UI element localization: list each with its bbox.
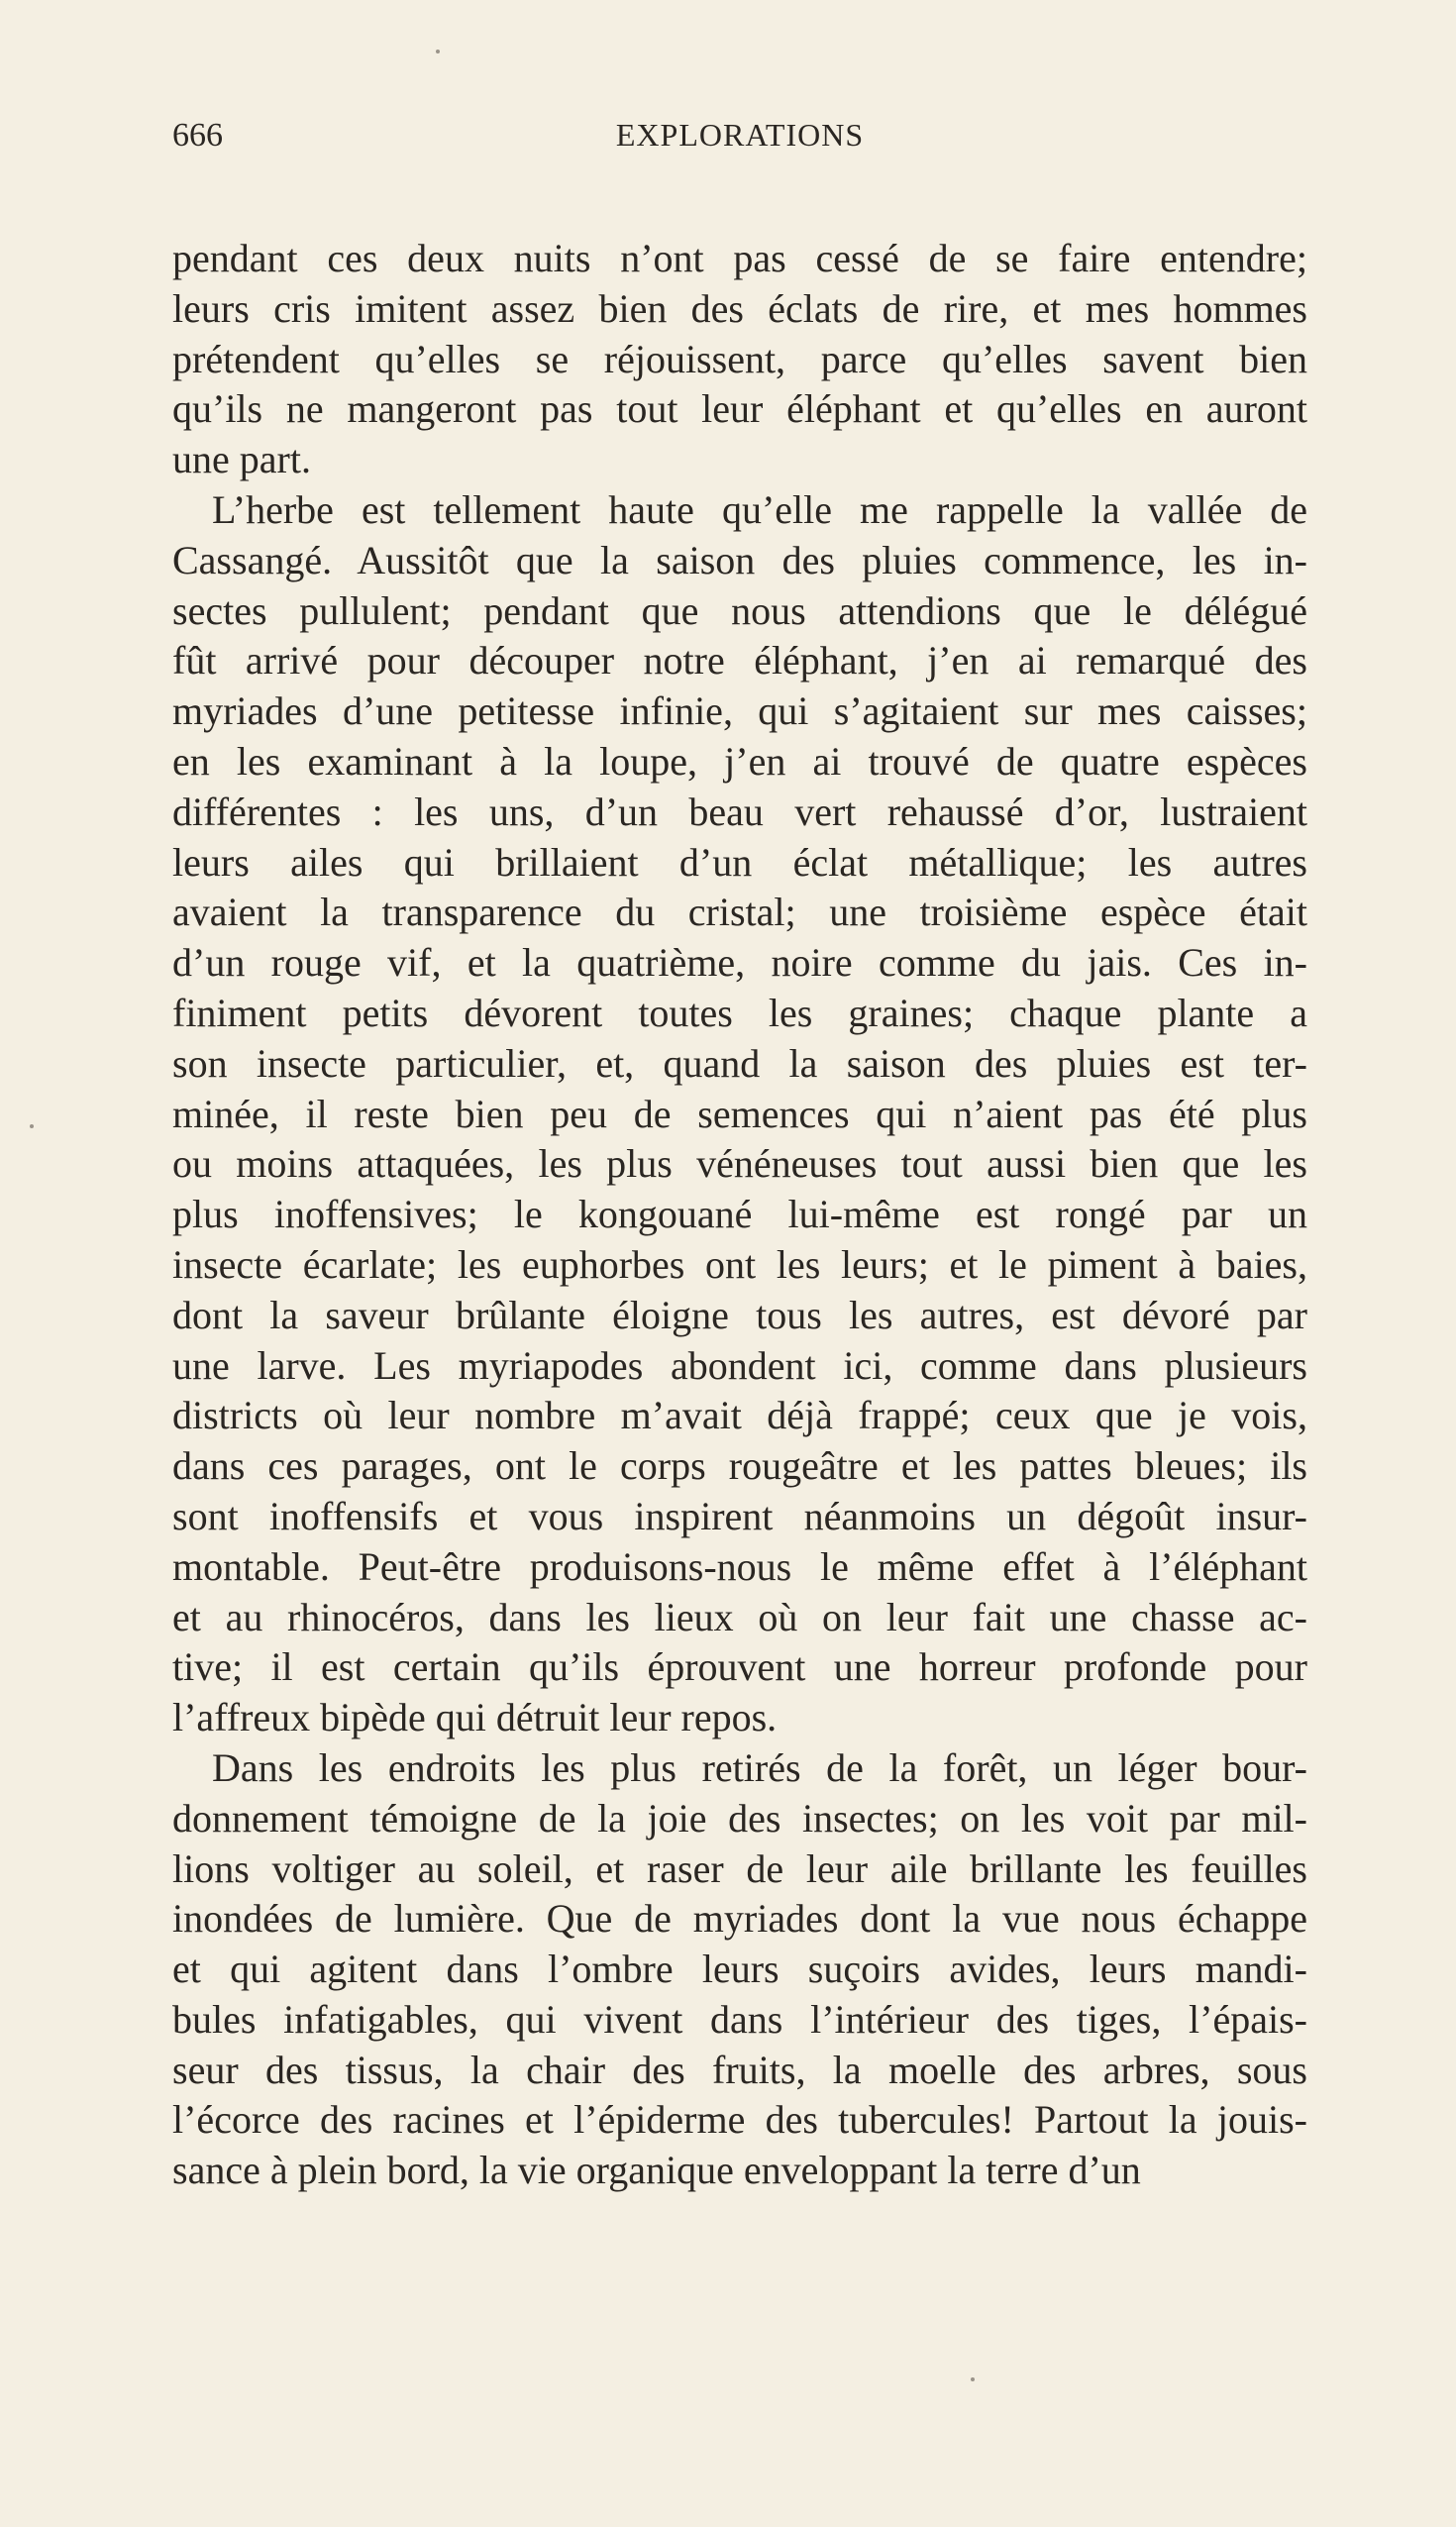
text-line: d’un rouge vif, et la quatrième, noire comme du jais. Ces in-: [172, 940, 1307, 986]
text-line: une larve. Les myriapodes abondent ici, comme dans plusieurs: [172, 1342, 1307, 1388]
text-line: insecte écarlate; les euphorbes ont les leurs; et le piment à baies,: [172, 1241, 1307, 1287]
page-header: [172, 117, 1307, 157]
text-line: leurs ailes qui brillaient d’un éclat métallique; les autres: [172, 839, 1307, 885]
text-line: donnement témoigne de la joie des insectes; on les voit par mil-: [172, 1795, 1307, 1841]
text-line: ou moins attaquées, les plus vénéneuses tout aussi bien que les: [172, 1141, 1307, 1187]
text-line: tive; il est certain qu’ils éprouvent une horreur profonde pour: [172, 1644, 1307, 1690]
text-line: dont la saveur brûlante éloigne tous les autres, est dévoré par: [172, 1292, 1307, 1337]
text-line: l’écorce des racines et l’épiderme des tubercules! Partout la jouis-: [172, 2097, 1307, 2143]
text-line: minée, il reste bien peu de semences qui n’aient pas été plus: [172, 1091, 1307, 1136]
text-line: en les examinant à la loupe, j’en ai trouvé de quatre espèces: [172, 738, 1307, 784]
text-line: prétendent qu’elles se réjouissent, parce qu’elles savent bien: [172, 336, 1307, 381]
text-line: pendant ces deux nuits n’ont pas cessé de se faire entendre;: [172, 236, 1307, 280]
text-line: différentes : les uns, d’un beau vert rehaussé d’or, lustraient: [172, 789, 1307, 834]
page-number: 666: [172, 117, 223, 154]
page-body: [172, 234, 1307, 2196]
paragraph: [172, 485, 1307, 1743]
text-line: lions voltiger au soleil, et raser de leur aile brillante les feuilles: [172, 1845, 1307, 1891]
text-line: inondées de lumière. Que de myriades dont la vue nous échappe: [172, 1896, 1307, 1942]
text-line: leurs cris imitent assez bien des éclats de rire, et mes hommes: [172, 285, 1307, 331]
text-line: qu’ils ne mangeront pas tout leur éléphant et qu’elles en auront: [172, 386, 1307, 432]
text-line: et au rhinocéros, dans les lieux où on leur fait une chasse ac-: [172, 1594, 1307, 1639]
text-line: bules infatigables, qui vivent dans l’intérieur des tiges, l’épais-: [172, 1996, 1307, 2042]
paragraph: [172, 1743, 1307, 2196]
paper-speck: [30, 1124, 34, 1128]
text-line: L’herbe est tellement haute qu’elle me rappelle la vallée de: [212, 486, 1307, 532]
text-line: fût arrivé pour découper notre éléphant, j’en ai remarqué des: [172, 638, 1307, 684]
paper-speck: [971, 2377, 975, 2381]
text-line: Dans les endroits les plus retirés de la forêt, un léger bour-: [212, 1744, 1307, 1790]
text-line: districts où leur nombre m’avait déjà frappé; ceux que je vois,: [172, 1393, 1307, 1438]
text-line: l’affreux bipède qui détruit leur repos.: [172, 1695, 778, 1740]
text-line: Cassangé. Aussitôt que la saison des pluies commence, les in-: [172, 537, 1307, 582]
text-line: son insecte particulier, et, quand la saison des pluies est ter-: [172, 1040, 1307, 1086]
running-head: EXPLORATIONS: [615, 117, 865, 153]
paper-speck: [436, 50, 440, 53]
text-line: montable. Peut-être produisons-nous le même effet à l’éléphant: [172, 1543, 1307, 1589]
text-line: finiment petits dévorent toutes les graines; chaque plante a: [172, 990, 1307, 1035]
text-line: sance à plein bord, la vie organique enveloppant la terre d’un: [172, 2148, 1141, 2193]
text-line: sont inoffensifs et vous inspirent néanmoins un dégoût insur-: [172, 1493, 1307, 1538]
text-line: et qui agitent dans l’ombre leurs suçoirs avides, leurs mandi-: [172, 1947, 1307, 1992]
text-line: sectes pullulent; pendant que nous attendions que le délégué: [172, 587, 1307, 633]
text-line: dans ces parages, ont le corps rougeâtre et les pattes bleues; ils: [172, 1443, 1307, 1489]
text-line: myriades d’une petitesse infinie, qui s’agitaient sur mes caisses;: [172, 688, 1307, 734]
text-line: seur des tissus, la chair des fruits, la moelle des arbres, sous: [172, 2047, 1307, 2092]
text-line: avaient la transparence du cristal; une troisième espèce était: [172, 890, 1307, 935]
text-line: une part.: [172, 437, 311, 482]
paragraph: [172, 234, 1307, 485]
text-line: plus inoffensives; le kongouané lui-même est rongé par un: [172, 1192, 1307, 1237]
